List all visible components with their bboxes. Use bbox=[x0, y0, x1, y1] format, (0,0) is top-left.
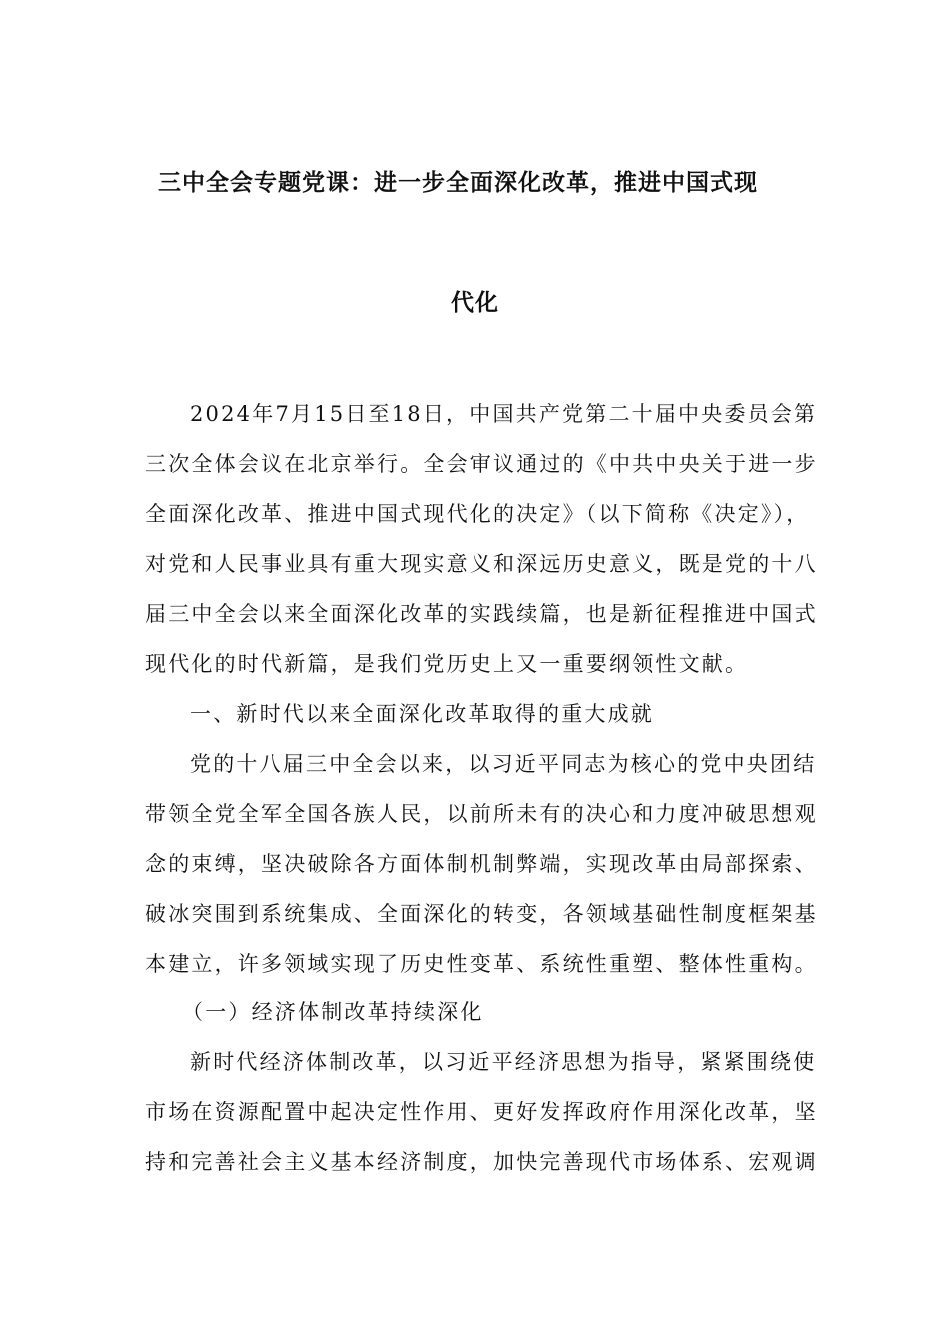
body-line: 三次全体会议在北京举行。全会审议通过的《中共中央关于进一步 bbox=[145, 452, 818, 476]
body-line: 破冰突围到系统集成、全面深化的转变，各领域基础性制度框架基 bbox=[145, 902, 818, 926]
body-line: 全面深化改革、推进中国式现代化的决定》（以下简称《决定》）， bbox=[145, 502, 810, 526]
document-title-line-2: 代化 bbox=[451, 289, 499, 316]
subsection-heading: （一）经济体制改革持续深化 bbox=[182, 1000, 484, 1024]
document-title-line-1: 三中全会专题党课：进一步全面深化改革，推进中国式现 bbox=[158, 169, 758, 196]
section-heading: 一、新时代以来全面深化改革取得的重大成就 bbox=[190, 702, 654, 726]
body-line: 党的十八届三中全会以来，以习近平同志为核心的党中央团结 bbox=[190, 752, 817, 776]
body-line: 念的束缚，坚决破除各方面体制机制弊端，实现改革由局部探索、 bbox=[145, 852, 818, 876]
body-line: 届三中全会以来全面深化改革的实践续篇，也是新征程推进中国式 bbox=[145, 602, 818, 626]
body-line: 2024年7月15日至18日，中国共产党第二十届中央委员会第 bbox=[190, 402, 818, 426]
body-line: 市场在资源配置中起决定性作用、更好发挥政府作用深化改革，坚 bbox=[145, 1100, 818, 1124]
body-line: 持和完善社会主义基本经济制度，加快完善现代市场体系、宏观调 bbox=[145, 1150, 818, 1174]
body-line: 对党和人民事业具有重大现实意义和深远历史意义，既是党的十八 bbox=[145, 552, 818, 576]
body-line: 带领全党全军全国各族人民，以前所未有的决心和力度冲破思想观 bbox=[145, 802, 818, 826]
body-line: 现代化的时代新篇，是我们党历史上又一重要纲领性文献。 bbox=[145, 652, 749, 676]
body-line: 新时代经济体制改革，以习近平经济思想为指导，紧紧围绕使 bbox=[190, 1050, 817, 1074]
body-line: 本建立，许多领域实现了历史性变革、系统性重塑、整体性重构。 bbox=[145, 952, 818, 976]
